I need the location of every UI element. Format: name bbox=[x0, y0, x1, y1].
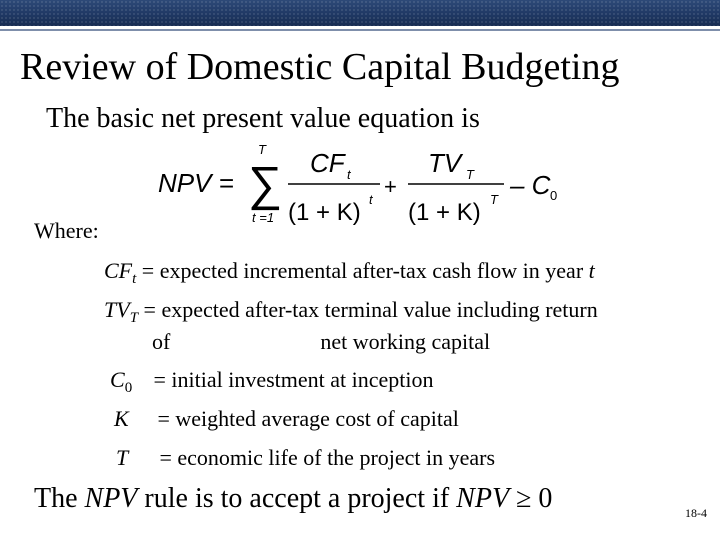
definition-text: = initial investment at inception bbox=[148, 367, 434, 392]
npv-formula-svg bbox=[158, 142, 578, 232]
slide-title: Review of Domestic Capital Budgeting bbox=[20, 46, 620, 88]
header-bar bbox=[0, 0, 720, 29]
formula-sum-symbol: ∑ bbox=[248, 158, 283, 211]
definition-k bbox=[114, 406, 459, 432]
definition-text: = expected incremental after-tax cash flow in year bbox=[136, 258, 589, 283]
term1-numerator: CF bbox=[310, 148, 345, 178]
formula-minus-c: – C bbox=[510, 170, 551, 200]
formula-minus-c-sub: 0 bbox=[550, 188, 558, 203]
definition-text: = expected after-tax terminal value including return bbox=[138, 297, 598, 322]
term2-numerator: TV bbox=[428, 148, 462, 178]
definition-tv bbox=[104, 297, 598, 331]
definition-symbol: $C_0$ bbox=[110, 367, 133, 396]
continuation-left: of bbox=[152, 329, 171, 354]
formula-sum-lower: t =1 bbox=[252, 210, 275, 225]
term1-denominator: (1 + K) bbox=[288, 199, 361, 226]
npv-formula bbox=[158, 142, 578, 237]
term2-denominator: (1 + K) bbox=[408, 199, 481, 226]
intro-text: The basic net present value equation is bbox=[46, 103, 480, 134]
definition-tv-continuation bbox=[152, 329, 490, 355]
definition-c0 bbox=[110, 367, 434, 401]
definition-cf bbox=[104, 258, 595, 292]
formula-lhs: NPV = bbox=[158, 168, 234, 198]
formula-sum-upper: T bbox=[258, 142, 266, 157]
definition-symbol: T bbox=[116, 445, 129, 470]
term1-numerator-sub: t bbox=[347, 167, 351, 182]
definition-t bbox=[116, 445, 495, 471]
formula-plus: + bbox=[384, 174, 397, 199]
definition-text: = economic life of the project in years bbox=[154, 445, 496, 470]
definition-symbol: K bbox=[114, 406, 129, 431]
term2-denominator-sup: T bbox=[490, 192, 498, 207]
where-label: Where: bbox=[34, 218, 99, 243]
definition-symbol-sub: T bbox=[129, 310, 139, 326]
term2-numerator-sub: T bbox=[466, 167, 474, 182]
npv-rule: The NPV rule is to accept a project if NPV ≥ 0 bbox=[34, 483, 553, 514]
definition-tail: t bbox=[588, 258, 595, 283]
term1-denominator-sup: t bbox=[369, 192, 373, 207]
definition-symbol: CF bbox=[104, 258, 133, 283]
definition-symbol-sub: t bbox=[132, 271, 137, 287]
slide-number: 18-4 bbox=[685, 506, 707, 520]
definition-text: = weighted average cost of capital bbox=[152, 406, 459, 431]
definition-symbol: TV bbox=[104, 297, 130, 322]
continuation-right: net working capital bbox=[320, 329, 491, 354]
